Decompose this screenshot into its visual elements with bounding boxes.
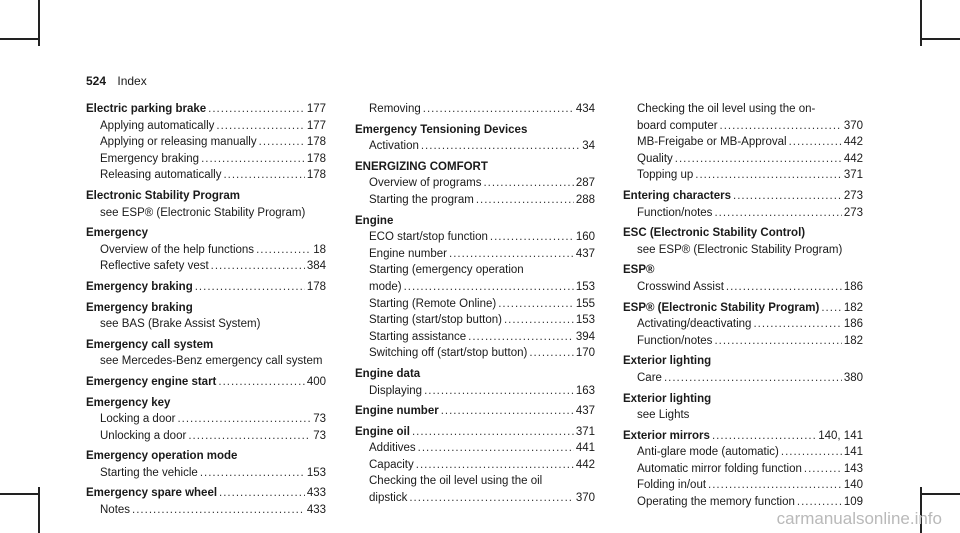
index-subentry — [86, 258, 326, 275]
index-entry — [86, 337, 326, 354]
entry-term: Emergency braking — [86, 280, 193, 293]
page-reference: 178 — [306, 280, 326, 293]
index-cross-reference: see ESP® (Electronic Stability Program) — [100, 206, 306, 219]
entry-term: Activating/deactivating — [637, 318, 752, 331]
entry-term: Removing — [369, 103, 421, 115]
entry-term: MB-Freigabe or MB-Approval — [637, 136, 787, 149]
leader-dots — [208, 101, 305, 118]
index-subentry — [355, 440, 595, 457]
page-reference: 178 — [306, 169, 326, 182]
page-reference: 155 — [575, 297, 595, 310]
entry-term: Emergency spare wheel — [86, 487, 218, 500]
leader-dots — [423, 101, 574, 118]
index-entry — [86, 188, 326, 205]
entry-term: Capacity — [369, 458, 414, 471]
index-subentry — [355, 279, 595, 296]
page-reference: 153 — [306, 466, 326, 479]
leader-dots — [256, 242, 311, 259]
page-reference: 442 — [575, 458, 595, 471]
index-cross-reference: Checking the oil level using the oil — [369, 475, 543, 488]
index-cross-reference: Checking the oil level using the on- — [637, 103, 816, 115]
entry-term: Care — [637, 371, 662, 384]
index-column-1 — [86, 101, 326, 519]
index-entry — [355, 424, 595, 441]
leader-dots — [218, 374, 304, 391]
entry-term: dipstick — [369, 492, 408, 505]
entry-term: Quality — [637, 152, 673, 165]
page-reference: 73 — [313, 413, 326, 426]
leader-dots — [733, 188, 842, 205]
page-reference: 437 — [575, 405, 595, 418]
entry-term: Unlocking a door — [100, 429, 187, 442]
index-subentry — [623, 316, 863, 333]
index-subentry — [623, 461, 863, 478]
entry-term: Emergency key — [86, 396, 171, 409]
entry-term: Activation — [369, 140, 419, 153]
entry-term: Starting (Remote Online) — [369, 297, 497, 310]
index-entry — [86, 279, 326, 296]
leader-dots — [211, 258, 305, 275]
index-subentry — [355, 490, 595, 507]
page-reference: 394 — [575, 330, 595, 343]
index-subentry — [623, 477, 863, 494]
leader-dots — [804, 461, 842, 478]
page-reference: 437 — [575, 247, 595, 260]
crop-mark — [0, 38, 40, 40]
entry-term: Releasing automatically — [100, 169, 222, 182]
page-reference: 163 — [575, 384, 595, 397]
entry-term: Automatic mirror folding function — [637, 462, 802, 475]
index-entry — [623, 188, 863, 205]
entry-term: Starting assistance — [369, 330, 467, 343]
page-reference: 178 — [306, 152, 326, 165]
index-entry — [86, 395, 326, 412]
page-reference: 160 — [575, 231, 595, 244]
page-reference: 182 — [843, 301, 863, 314]
leader-dots — [188, 428, 311, 445]
index-cross-reference: see BAS (Brake Assist System) — [100, 318, 261, 331]
index-subentry — [355, 175, 595, 192]
index-subentry — [86, 465, 326, 482]
entry-term: Reflective safety vest — [100, 260, 209, 273]
index-subentry — [86, 502, 326, 519]
leader-dots — [714, 205, 841, 222]
leader-dots — [476, 192, 574, 209]
entry-term: Engine — [355, 214, 394, 227]
index-entry — [623, 391, 863, 408]
leader-dots — [712, 428, 816, 445]
entry-term: Applying or releasing manually — [100, 136, 257, 149]
index-subentry — [86, 242, 326, 259]
page-reference: 371 — [575, 425, 595, 438]
entry-term: Anti-glare mode (automatic) — [637, 446, 779, 459]
leader-dots — [201, 151, 305, 168]
leader-dots — [418, 440, 574, 457]
index-entry — [86, 300, 326, 317]
page-reference: 434 — [575, 103, 595, 115]
leader-dots — [468, 329, 574, 346]
entry-term: Locking a door — [100, 413, 176, 426]
page-reference: 178 — [306, 136, 326, 149]
index-cross-reference: see Lights — [637, 409, 690, 422]
entry-term: mode) — [369, 280, 402, 293]
index-subentry — [623, 370, 863, 387]
index-subentry — [355, 457, 595, 474]
entry-term: Crosswind Assist — [637, 280, 724, 293]
entry-term: Electric parking brake — [86, 103, 207, 115]
leader-dots — [404, 279, 574, 296]
entry-term: Topping up — [637, 169, 694, 182]
index-entry — [86, 101, 326, 118]
index-entry — [355, 403, 595, 420]
entry-term: Overview of programs — [369, 177, 482, 190]
page-reference: 170 — [575, 347, 595, 360]
page-header — [86, 74, 147, 88]
entry-term: Additives — [369, 442, 416, 455]
entry-term: Switching off (start/stop button) — [369, 347, 528, 360]
index-subentry — [355, 312, 595, 329]
crop-mark — [0, 493, 40, 495]
entry-term: ECO start/stop function — [369, 231, 488, 244]
index-subentry — [623, 151, 863, 168]
entry-term: Function/notes — [637, 334, 713, 347]
crop-mark — [920, 493, 960, 495]
entry-term: Operating the memory function — [637, 496, 795, 509]
index-column-2 — [355, 101, 595, 507]
entry-term: Exterior lighting — [623, 355, 712, 368]
index-entry — [355, 366, 595, 383]
leader-dots — [177, 411, 311, 428]
page-reference: 384 — [306, 260, 326, 273]
crop-mark — [920, 38, 960, 40]
page-reference: 288 — [575, 193, 595, 206]
leader-dots — [726, 279, 842, 296]
leader-dots — [504, 312, 574, 329]
index-subentry — [355, 329, 595, 346]
leader-dots — [223, 167, 304, 184]
leader-dots — [708, 477, 842, 494]
leader-dots — [412, 424, 574, 441]
index-entry — [355, 213, 595, 230]
leader-dots — [449, 246, 574, 263]
index-subentry — [355, 138, 595, 155]
leader-dots — [720, 118, 842, 135]
leader-dots — [195, 279, 305, 296]
page-reference: 141 — [843, 446, 863, 459]
entry-term: Electronic Stability Program — [86, 189, 241, 202]
page-reference: 273 — [843, 206, 863, 219]
entry-term: Emergency call system — [86, 338, 214, 351]
leader-dots — [695, 167, 842, 184]
entry-term: Starting the program — [369, 193, 474, 206]
leader-dots — [781, 444, 842, 461]
index-entry — [623, 300, 863, 317]
page-reference: 177 — [306, 119, 326, 132]
index-subentry — [623, 205, 863, 222]
entry-term: ESC (Electronic Stability Control) — [623, 227, 806, 240]
entry-term: Emergency — [86, 227, 149, 240]
page-reference: 370 — [843, 119, 863, 132]
leader-dots — [714, 333, 841, 350]
entry-term: Engine data — [355, 367, 421, 380]
index-cross-reference: see ESP® (Electronic Stability Program) — [637, 243, 843, 256]
page-reference: 177 — [306, 103, 326, 115]
index-subentry — [355, 229, 595, 246]
page-reference: 186 — [843, 280, 863, 293]
entry-term: Starting (start/stop button) — [369, 314, 502, 327]
index-subentry — [355, 383, 595, 400]
entry-term: Exterior lighting — [623, 392, 712, 405]
leader-dots — [416, 457, 574, 474]
leader-dots — [200, 465, 305, 482]
page-reference: 441 — [575, 442, 595, 455]
index-entry — [623, 262, 863, 279]
entry-term: Function/notes — [637, 206, 713, 219]
index-subentry — [355, 246, 595, 263]
page-reference: 273 — [843, 189, 863, 202]
leader-dots — [821, 300, 841, 317]
page-reference: 153 — [575, 314, 595, 327]
page-reference: 153 — [575, 280, 595, 293]
leader-dots — [753, 316, 841, 333]
leader-dots — [424, 383, 574, 400]
index-entry — [86, 485, 326, 502]
index-entry — [623, 353, 863, 370]
leader-dots — [529, 345, 574, 362]
entry-term: Emergency operation mode — [86, 450, 238, 463]
entry-term: Starting the vehicle — [100, 466, 198, 479]
entry-term: board computer — [637, 119, 718, 132]
leader-dots — [132, 502, 305, 519]
entry-term: Emergency braking — [100, 152, 200, 165]
index-subentry — [623, 167, 863, 184]
index-subentry — [355, 101, 595, 118]
index-subentry — [86, 118, 326, 135]
leader-dots — [675, 151, 842, 168]
entry-term: Notes — [100, 504, 131, 517]
page-reference: 433 — [306, 504, 326, 517]
index-subentry — [623, 333, 863, 350]
index-entry — [86, 448, 326, 465]
index-subentry — [623, 444, 863, 461]
entry-term: Emergency braking — [86, 301, 193, 314]
page-reference: 442 — [843, 136, 863, 149]
index-column-3 — [623, 101, 863, 511]
index-subentry — [86, 411, 326, 428]
page-reference: 380 — [843, 371, 863, 384]
entry-term: Entering characters — [623, 189, 732, 202]
entry-term: ESP® (Electronic Stability Program) — [623, 301, 820, 314]
watermark: carmanualsonline.info — [776, 509, 942, 528]
entry-term: ESP® — [623, 264, 655, 277]
index-cross-reference: Starting (emergency operation — [369, 264, 524, 277]
leader-dots — [441, 403, 574, 420]
page-reference: 370 — [575, 492, 595, 505]
entry-term: Engine number — [369, 247, 447, 260]
entry-term: Overview of the help functions — [100, 243, 255, 256]
index-subentry — [86, 151, 326, 168]
page-reference: 371 — [843, 169, 863, 182]
index-entry — [355, 122, 595, 139]
page-reference: 109 — [843, 496, 863, 509]
leader-dots — [483, 175, 573, 192]
index-subentry — [623, 279, 863, 296]
index-entry — [623, 225, 863, 242]
leader-dots — [409, 490, 573, 507]
index-entry — [86, 374, 326, 391]
index-subentry — [86, 134, 326, 151]
leader-dots — [421, 138, 580, 155]
index-subentry — [355, 345, 595, 362]
page-reference: 186 — [843, 318, 863, 331]
page-reference: 34 — [582, 140, 595, 153]
page-reference: 287 — [575, 177, 595, 190]
page-reference: 140 — [843, 479, 863, 492]
index-subentry — [86, 428, 326, 445]
leader-dots — [259, 134, 305, 151]
index-cross-reference: see Mercedes-Benz emergency call system — [100, 355, 323, 368]
entry-term: ENERGIZING COMFORT — [355, 160, 488, 173]
page-number: 524 — [86, 74, 107, 88]
entry-term: Displaying — [369, 384, 423, 397]
page-reference: 182 — [843, 334, 863, 347]
leader-dots — [490, 229, 574, 246]
leader-dots — [789, 134, 842, 151]
leader-dots — [216, 118, 304, 135]
index-entry — [86, 225, 326, 242]
page-reference: 433 — [306, 487, 326, 500]
entry-term: Emergency Tensioning Devices — [355, 123, 528, 136]
entry-term: Exterior mirrors — [623, 429, 710, 442]
index-subentry — [623, 118, 863, 135]
entry-term: Engine oil — [355, 425, 410, 438]
section-title: Index — [117, 74, 147, 88]
index-subentry — [355, 296, 595, 313]
index-subentry — [86, 167, 326, 184]
index-entry — [623, 428, 863, 445]
page-reference: 442 — [843, 152, 863, 165]
entry-term: Engine number — [355, 405, 439, 418]
entry-term: Emergency engine start — [86, 375, 217, 388]
leader-dots — [664, 370, 842, 387]
leader-dots — [219, 485, 305, 502]
page-reference: 143 — [843, 462, 863, 475]
page-reference: 18 — [313, 243, 326, 256]
index-subentry — [355, 192, 595, 209]
page-reference: 400 — [306, 375, 326, 388]
leader-dots — [498, 296, 574, 313]
entry-term: Folding in/out — [637, 479, 707, 492]
page-reference: 140, 141 — [818, 429, 863, 442]
page-reference: 73 — [313, 429, 326, 442]
entry-term: Applying automatically — [100, 119, 215, 132]
index-subentry — [623, 134, 863, 151]
index-entry — [355, 159, 595, 176]
